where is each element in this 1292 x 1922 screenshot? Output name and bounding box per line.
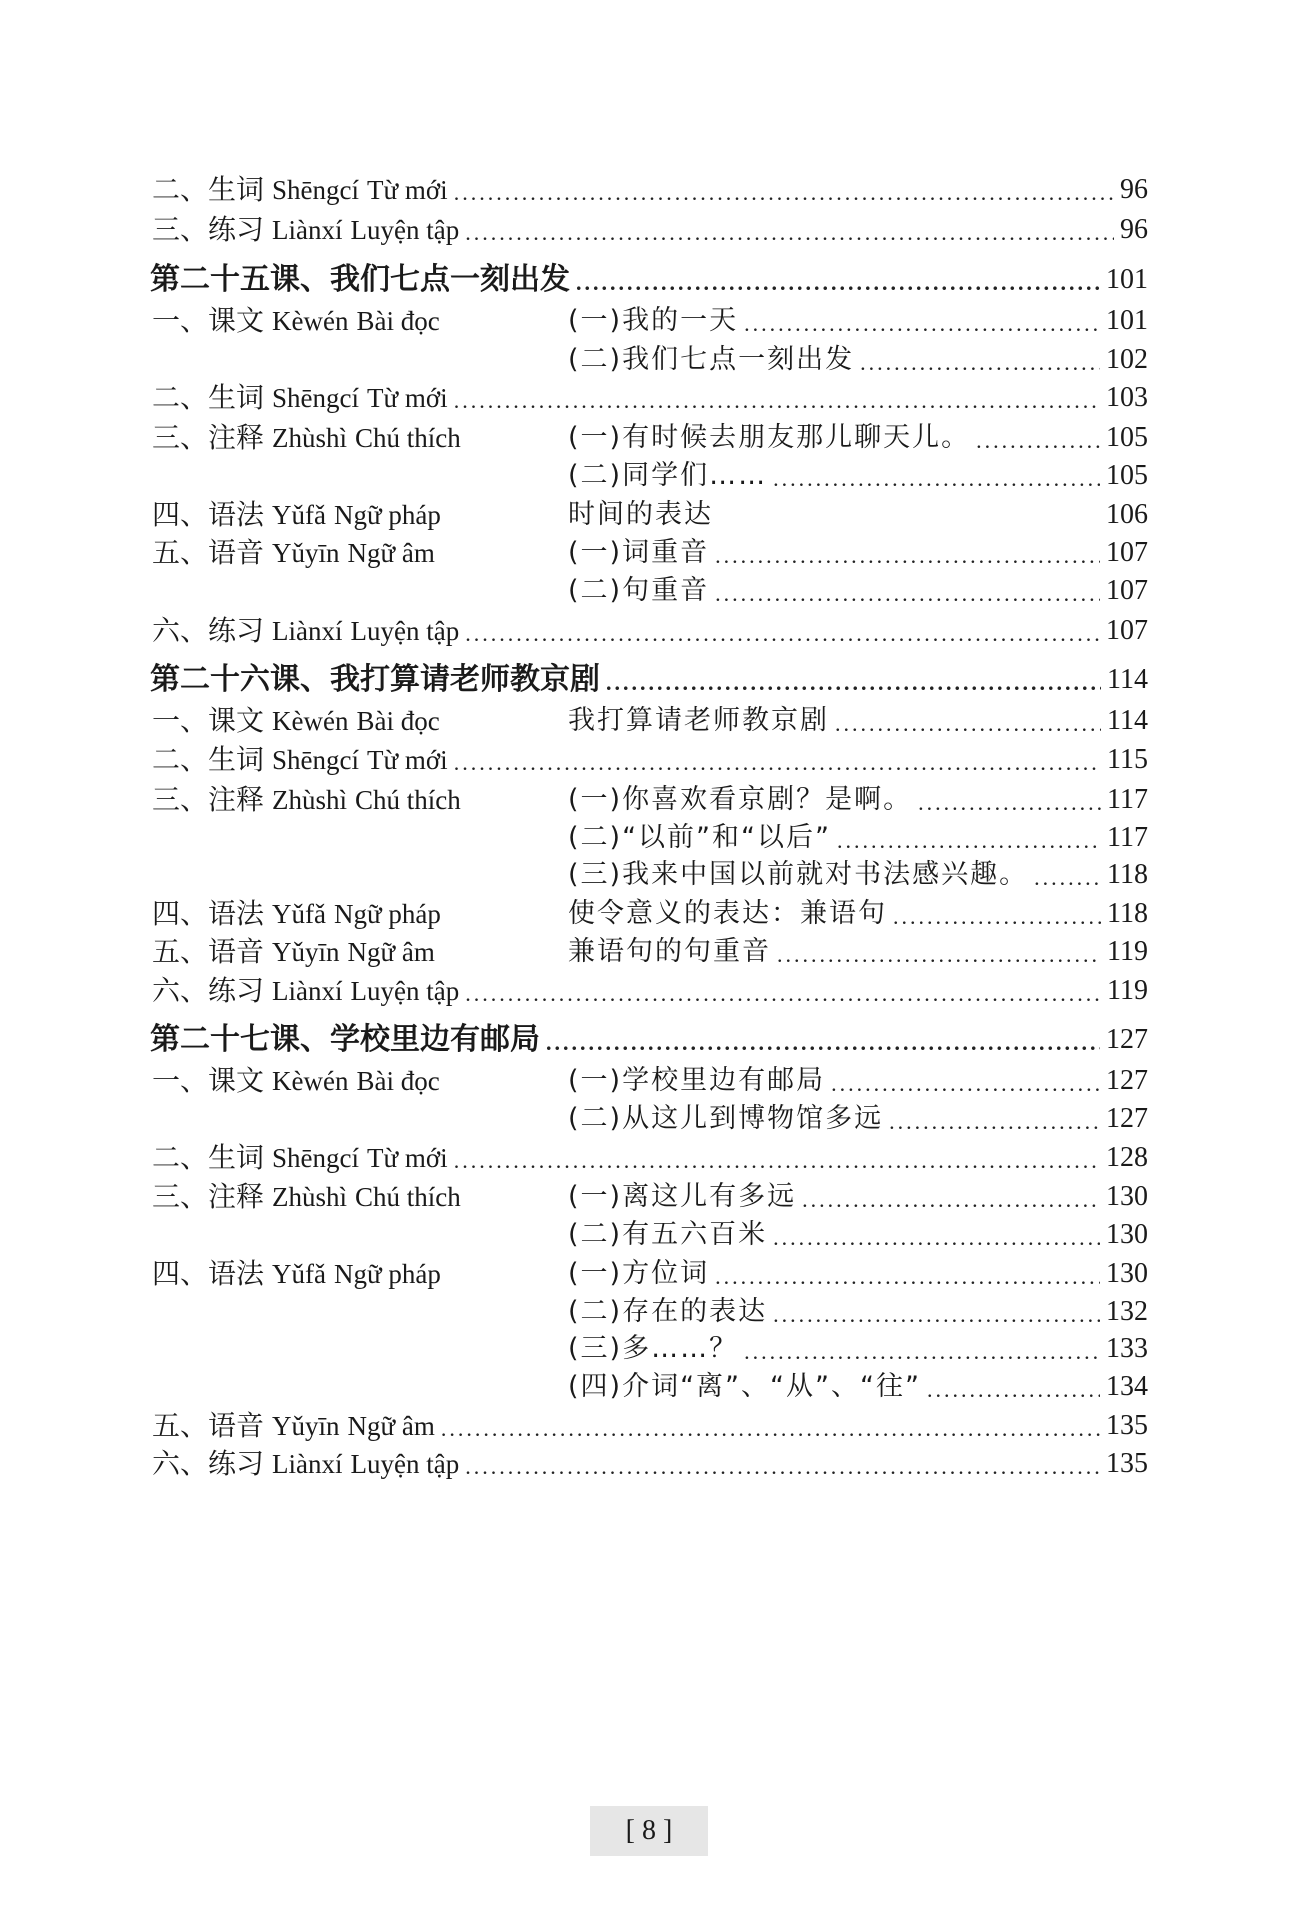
entry-pinyin: Yǔyīn: [272, 937, 340, 967]
entry-subtopic: 使令意义的表达：兼语句: [568, 898, 887, 929]
entry-vietnamese: Từ mới: [367, 745, 448, 775]
entry-vietnamese: Từ mới: [367, 175, 448, 205]
entry-page-number: 130: [1106, 1181, 1148, 1212]
entry-page-number: 105: [1106, 422, 1148, 453]
entry-subtopic: (一)你喜欢看京剧？是啊。: [568, 784, 913, 815]
entry-title: 五、语音: [152, 1409, 265, 1442]
entry-title: 四、语法: [152, 897, 265, 930]
entry-subtopic: (二)有五六百米: [568, 1219, 768, 1250]
entry-subtopic: (一)离这儿有多远: [568, 1181, 797, 1212]
entry-page-number: 127: [1106, 1103, 1148, 1134]
entry-title: 二、生词: [152, 173, 265, 206]
entry-title: 第二十七课、学校里边有邮局: [150, 1022, 540, 1057]
entry-page-number: 118: [1107, 898, 1148, 929]
entry-heading: [152, 212, 459, 248]
entry-pinyin: Zhùshì: [272, 1182, 348, 1212]
entry-pinyin: Kèwén: [272, 706, 349, 736]
toc-entry[interactable]: [152, 1434, 1148, 1482]
entry-vietnamese: Từ mới: [367, 383, 448, 413]
entry-page-number: 127: [1106, 1024, 1148, 1055]
entry-page-number: 101: [1106, 305, 1148, 336]
entry-page-number: 130: [1106, 1258, 1148, 1289]
page-number-label: [ 8 ]: [625, 1815, 673, 1846]
entry-pinyin: Yǔyīn: [272, 538, 340, 568]
entry-page-number: 132: [1106, 1296, 1148, 1327]
entry-page-number: 119: [1107, 975, 1148, 1006]
entry-subtopic: (二)我们七点一刻出发: [568, 344, 855, 375]
entry-subtopic: (二)存在的表达: [568, 1296, 768, 1327]
entry-pinyin: Yǔfǎ: [272, 1259, 326, 1289]
entry-title: 三、注释: [152, 1180, 265, 1213]
entry-pinyin: Yǔfǎ: [272, 500, 326, 530]
entry-subtopic: (一)方位词: [568, 1258, 710, 1289]
entry-pinyin: Shēngcí: [272, 745, 360, 775]
entry-title: 二、生词: [152, 1141, 265, 1174]
entry-pinyin: Liànxí: [272, 215, 343, 245]
dot-leader: [465, 222, 1114, 244]
entry-vietnamese: Từ mới: [367, 1143, 448, 1173]
entry-page-number: 103: [1106, 382, 1148, 413]
entry-subtopic: (二)同学们……: [568, 460, 768, 491]
entry-page-number: 114: [1107, 705, 1148, 736]
entry-vietnamese: Luyện tập: [350, 976, 460, 1006]
entry-subtopic: (二)从这儿到博物馆多远: [568, 1103, 884, 1134]
entry-subtopic: (三)我来中国以前就对书法感兴趣。: [568, 859, 1029, 890]
entry-vietnamese: Bài đọc: [356, 706, 440, 736]
entry-pinyin: Kèwén: [272, 1066, 349, 1096]
entry-page-number: 119: [1107, 936, 1148, 967]
entry-page-number: 102: [1106, 344, 1148, 375]
entry-pinyin: Shēngcí: [272, 383, 360, 413]
entry-vietnamese: Ngữ pháp: [334, 500, 441, 530]
entry-page-number: 127: [1106, 1065, 1148, 1096]
entry-title: 四、语法: [152, 498, 265, 531]
entry-page-number: 101: [1106, 264, 1148, 295]
entry-subtopic: (一)词重音: [568, 537, 710, 568]
dot-leader: [465, 983, 1101, 1005]
entry-title: 二、生词: [152, 381, 265, 414]
entry-title: 六、练习: [152, 974, 265, 1007]
entry-pinyin: Liànxí: [272, 616, 343, 646]
page-number: [590, 1806, 708, 1856]
entry-title: 三、练习: [152, 213, 265, 246]
entry-page-number: 117: [1107, 784, 1148, 815]
entry-page-number: 133: [1106, 1333, 1148, 1364]
entry-vietnamese: Ngữ âm: [347, 937, 435, 967]
entry-page-number: 115: [1107, 744, 1148, 775]
entry-page-number: 107: [1106, 575, 1148, 606]
entry-pinyin: Zhùshì: [272, 785, 348, 815]
entry-page-number: 106: [1106, 499, 1148, 530]
dot-leader: [465, 623, 1100, 645]
entry-title: 五、语音: [152, 536, 265, 569]
entry-pinyin: Liànxí: [272, 976, 343, 1006]
entry-page-number: 135: [1106, 1410, 1148, 1441]
entry-title: 一、课文: [152, 304, 265, 337]
entry-page-number: 128: [1106, 1142, 1148, 1173]
entry-title: 一、课文: [152, 704, 265, 737]
entry-subtopic: 兼语句的句重音: [568, 936, 771, 967]
entry-subtopic: (一)我的一天: [568, 305, 739, 336]
entry-title: 三、注释: [152, 421, 265, 454]
entry-title: 五、语音: [152, 935, 265, 968]
entry-pinyin: Shēngcí: [272, 175, 360, 205]
entry-page-number: 135: [1106, 1448, 1148, 1479]
entry-subtopic: (二)“以前”和“以后”: [568, 822, 832, 853]
entry-page-number: 117: [1107, 822, 1148, 853]
entry-subtopic: (一)有时候去朋友那儿聊天儿。: [568, 422, 971, 453]
entry-heading: [152, 1446, 459, 1482]
entry-pinyin: Yǔyīn: [272, 1411, 340, 1441]
dot-leader: [465, 1456, 1100, 1478]
entry-page-number: 134: [1106, 1371, 1148, 1402]
entry-page-number: 130: [1106, 1219, 1148, 1250]
entry-title: 一、课文: [152, 1064, 265, 1097]
entry-title: 四、语法: [152, 1257, 265, 1290]
entry-page-number: 107: [1106, 615, 1148, 646]
entry-vietnamese: Chú thích: [355, 785, 461, 815]
entry-vietnamese: Bài đọc: [356, 306, 440, 336]
entry-heading: [152, 613, 459, 649]
entry-vietnamese: Chú thích: [355, 1182, 461, 1212]
entry-vietnamese: Luyện tập: [350, 616, 460, 646]
entry-pinyin: Zhùshì: [272, 423, 348, 453]
toc-entry[interactable]: [152, 961, 1148, 1009]
entry-subtopic: (四)介词“离”、“从”、“往”: [568, 1371, 921, 1402]
entry-vietnamese: Ngữ pháp: [334, 899, 441, 929]
entry-title: 三、注释: [152, 783, 265, 816]
entry-subtopic: 时间的表达: [568, 499, 713, 530]
entry-page-number: 96: [1120, 214, 1148, 245]
entry-page-number: 114: [1107, 664, 1148, 695]
entry-vietnamese: Chú thích: [355, 423, 461, 453]
entry-subtopic: (二)句重音: [568, 575, 710, 606]
entry-page-number: 107: [1106, 537, 1148, 568]
entry-page-number: 118: [1107, 859, 1148, 890]
entry-title: 二、生词: [152, 743, 265, 776]
entry-vietnamese: Luyện tập: [350, 1449, 460, 1479]
toc-entry[interactable]: [152, 200, 1148, 248]
entry-subtopic: (一)学校里边有邮局: [568, 1065, 826, 1096]
entry-vietnamese: Luyện tập: [350, 215, 460, 245]
entry-page-number: 105: [1106, 460, 1148, 491]
entry-subtopic: 我打算请老师教京剧: [568, 705, 829, 736]
entry-vietnamese: Ngữ âm: [347, 1411, 435, 1441]
entry-vietnamese: Ngữ pháp: [334, 1259, 441, 1289]
entry-title: 第二十五课、我们七点一刻出发: [150, 262, 570, 297]
entry-heading: [152, 973, 459, 1009]
entry-title: 六、练习: [152, 614, 265, 647]
entry-subtopic: (三)多……？: [568, 1333, 739, 1364]
entry-pinyin: Liànxí: [272, 1449, 343, 1479]
entry-pinyin: Yǔfǎ: [272, 899, 326, 929]
entry-pinyin: Shēngcí: [272, 1143, 360, 1173]
toc-entry[interactable]: [152, 601, 1148, 649]
entry-title: 六、练习: [152, 1447, 265, 1480]
entry-title: 第二十六课、我打算请老师教京剧: [150, 662, 600, 697]
entry-page-number: 96: [1120, 174, 1148, 205]
entry-vietnamese: Ngữ âm: [347, 538, 435, 568]
entry-pinyin: Kèwén: [272, 306, 349, 336]
entry-vietnamese: Bài đọc: [356, 1066, 440, 1096]
